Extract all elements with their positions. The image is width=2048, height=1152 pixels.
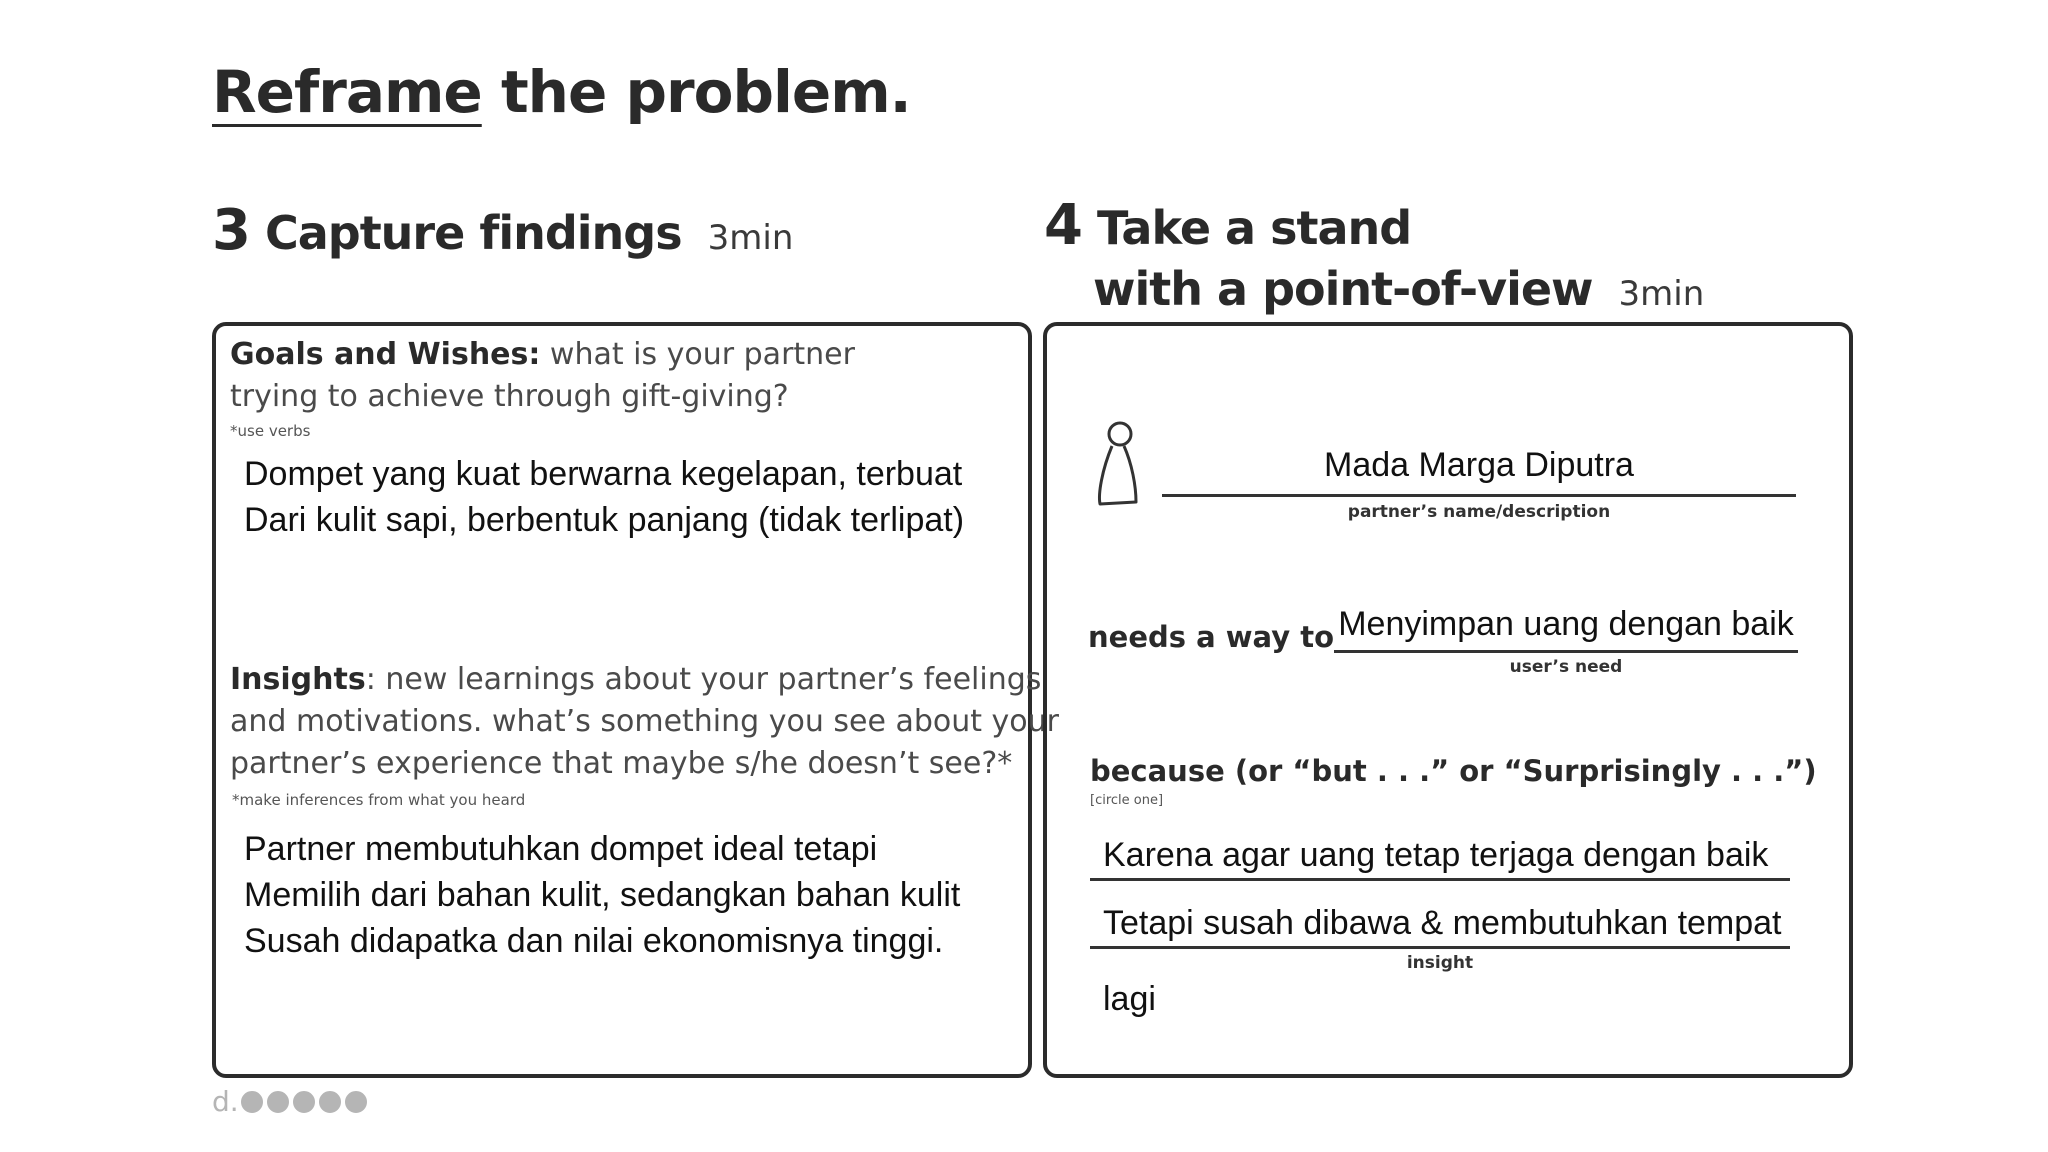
logo-dot-icon — [265, 1089, 291, 1115]
goals-answer-line1: Dompet yang kuat berwarna kegelapan, terbuat — [244, 455, 963, 493]
insights-answer[interactable] — [244, 826, 960, 964]
logo-dot-icon — [291, 1089, 317, 1115]
section-3-time: 3min — [707, 218, 794, 258]
partner-line — [1162, 494, 1796, 497]
because-note: [circle one] — [1090, 793, 1164, 808]
insights-label-line3: partner’s experience that maybe s/he doesn’t see?* — [230, 746, 1013, 781]
title-rest: the problem. — [481, 58, 911, 126]
goals-answer-line2: Dari kulit sapi, berbentuk panjang (tidak terlipat) — [244, 501, 965, 539]
logo-dot-icon — [317, 1089, 343, 1115]
page-title — [212, 58, 911, 126]
goals-note: *use verbs — [230, 422, 311, 440]
needs-line — [1334, 650, 1798, 653]
section-3-heading — [212, 198, 793, 263]
insight-caption: insight — [1406, 953, 1474, 973]
section-4-number: 4 — [1044, 193, 1083, 258]
insight-underline-1 — [1090, 878, 1790, 881]
title-underlined-word: Reframe — [212, 58, 482, 126]
insights-label — [230, 659, 1059, 785]
insights-label-rest: : new learnings about your partner’s feelings — [365, 662, 1042, 697]
insights-answer-line1: Partner membutuhkan dompet ideal tetapi — [244, 830, 878, 868]
logo-prefix: d. — [212, 1085, 239, 1118]
section-3-number: 3 — [212, 198, 251, 263]
insight-underline-2 — [1090, 946, 1790, 949]
insights-label-line2: and motivations. what’s something you see about your — [230, 704, 1060, 739]
insight-line2[interactable]: Tetapi susah dibawa & membutuhkan tempat — [1103, 904, 1782, 942]
logo-dot-icon — [239, 1089, 265, 1115]
goals-label-rest: what is your partner — [540, 337, 855, 372]
insights-note: *make inferences from what you heard — [232, 791, 526, 809]
because-label: because (or “but . . .” or “Surprisingly . . .”) — [1090, 754, 1817, 788]
goals-label-line2: trying to achieve through gift-giving? — [230, 379, 789, 414]
person-icon — [1094, 420, 1144, 510]
insight-line1[interactable]: Karena agar uang tetap terjaga dengan baik — [1103, 836, 1769, 874]
section-4-heading-line2 — [1093, 262, 1704, 316]
goals-label-bold: Goals and Wishes: — [230, 337, 541, 372]
insight-line3[interactable]: lagi — [1103, 980, 1156, 1018]
insights-label-bold: Insights — [230, 662, 366, 697]
section-4-title-line1: Take a stand — [1096, 201, 1412, 255]
section-4-title-line2: with a point-of-view — [1093, 262, 1593, 316]
insights-answer-line2: Memilih dari bahan kulit, sedangkan bahan kulit — [244, 876, 961, 914]
section-4-heading — [1044, 193, 1411, 258]
dschool-logo — [212, 1085, 369, 1118]
goals-label — [230, 334, 855, 418]
partner-caption: partner’s name/description — [1347, 502, 1611, 522]
section-4-time: 3min — [1618, 274, 1705, 314]
section-3-title: Capture findings — [264, 206, 682, 260]
needs-value[interactable]: Menyimpan uang dengan baik — [1338, 605, 1794, 643]
insights-answer-line3: Susah didapatka dan nilai ekonomisnya tinggi. — [244, 922, 944, 960]
needs-caption: user’s need — [1509, 657, 1623, 677]
partner-name-value[interactable]: Mada Marga Diputra — [1324, 446, 1634, 484]
logo-dot-icon — [343, 1089, 369, 1115]
goals-answer[interactable] — [244, 451, 964, 543]
needs-label: needs a way to — [1088, 620, 1335, 654]
